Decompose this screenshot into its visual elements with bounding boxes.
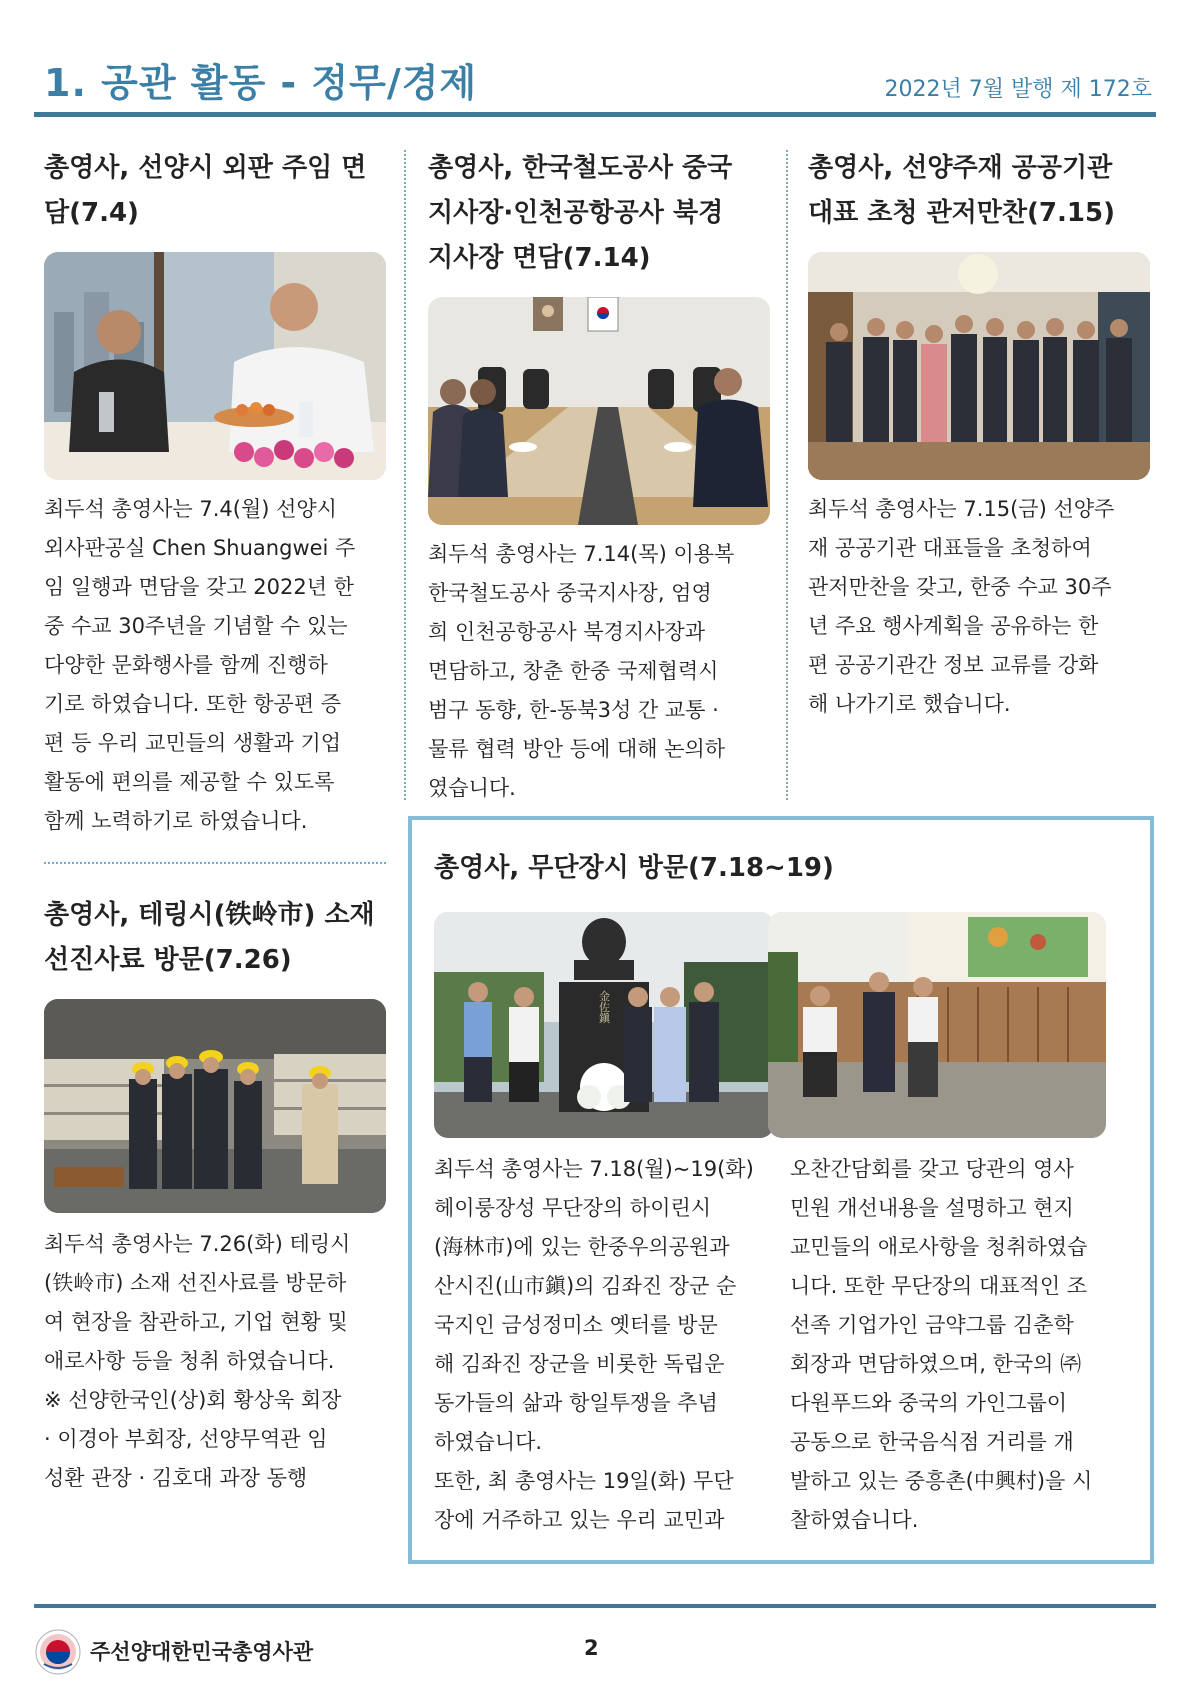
body-line: 애로사항 등을 청취 하였습니다. bbox=[44, 1349, 335, 1373]
body-line: 장에 거주하고 있는 우리 교민과 bbox=[434, 1508, 725, 1532]
article-dinner-public-institutions bbox=[808, 146, 1158, 724]
body-line: 산시진(山市鎭)의 김좌진 장군 순 bbox=[434, 1274, 737, 1298]
body-line: 관저만찬을 갖고, 한중 수교 30주 bbox=[808, 575, 1112, 599]
body-line: 범구 동향, 한-동북3성 간 교통 · bbox=[428, 698, 719, 722]
body-line: 편 등 우리 교민들의 생활과 기업 bbox=[44, 731, 342, 755]
title-line: 대표 초청 관저만찬(7.15) bbox=[808, 198, 1115, 228]
body-line: 교민들의 애로사항을 청취하였습 bbox=[790, 1235, 1088, 1259]
article-title bbox=[428, 146, 778, 281]
body-line: 성환 관장 · 김호대 과장 동행 bbox=[44, 1466, 308, 1490]
article-title bbox=[808, 146, 1158, 236]
page-number: 2 bbox=[584, 1636, 599, 1660]
body-line: 희 인천공항공사 북경지사장과 bbox=[428, 620, 706, 644]
monument-inscription: 金佐鎭 bbox=[597, 990, 611, 1024]
body-line: 찰하였습니다. bbox=[790, 1508, 919, 1532]
article-body bbox=[44, 1225, 394, 1498]
body-line: 공동으로 한국음식점 거리를 개 bbox=[790, 1430, 1074, 1454]
column-divider bbox=[786, 150, 788, 800]
section-divider bbox=[44, 862, 386, 864]
body-line: 물류 협력 방안 등에 대해 논의하 bbox=[428, 737, 726, 761]
body-line: 니다. 또한 무단장의 대표적인 조 bbox=[790, 1274, 1088, 1298]
body-line: 다양한 문화행사를 함께 진행하 bbox=[44, 653, 328, 677]
page-title: 1. 공관 활동 - 정무/경제 bbox=[44, 61, 478, 105]
body-line: 재 공공기관 대표들을 초청하여 bbox=[808, 536, 1092, 560]
body-line: 해 나가기로 했습니다. bbox=[808, 692, 1011, 716]
body-line: 함께 노력하기로 하였습니다. bbox=[44, 809, 308, 833]
body-line: 중 수교 30주년을 기념할 수 있는 bbox=[44, 614, 348, 638]
article-visit-tieling bbox=[44, 893, 394, 1498]
title-line: 총영사, 선양시 외판 주임 면 bbox=[44, 153, 367, 183]
body-line: 최두석 총영사는 7.14(목) 이용복 bbox=[428, 542, 735, 566]
article-photo bbox=[44, 999, 386, 1213]
article-title bbox=[44, 146, 394, 236]
body-line: (海林市)에 있는 한중우의공원과 bbox=[434, 1235, 730, 1259]
body-line: 또한, 최 총영사는 19일(화) 무단 bbox=[434, 1469, 734, 1493]
body-line: 여 현장을 참관하고, 기업 현황 및 bbox=[44, 1310, 348, 1334]
footer-organization: 주선양대한민국총영사관 bbox=[90, 1640, 314, 1664]
body-line: 국지인 금성정미소 옛터를 방문 bbox=[434, 1313, 718, 1337]
body-line: 헤이룽장성 무단장의 하이린시 bbox=[434, 1196, 712, 1220]
title-line: 총영사, 테링시(铁岭市) 소재 bbox=[44, 900, 375, 930]
body-line: 최두석 총영사는 7.15(금) 선양주 bbox=[808, 497, 1115, 521]
issue-label: 2022년 7월 발행 제 172호 bbox=[884, 77, 1152, 102]
body-line: 임 일행과 면담을 갖고 2022년 한 bbox=[44, 575, 354, 599]
article-body bbox=[44, 490, 394, 841]
village-photo bbox=[768, 912, 1106, 1138]
body-line: 발하고 있는 중흥촌(中興村)을 시 bbox=[790, 1469, 1093, 1493]
body-line: 였습니다. bbox=[428, 776, 516, 800]
body-line: 선족 기업가인 금약그룹 김춘학 bbox=[790, 1313, 1074, 1337]
article-photo bbox=[44, 252, 386, 480]
body-line: 최두석 총영사는 7.18(월)~19(화) bbox=[434, 1157, 754, 1181]
body-line: (铁岭市) 소재 선진사료를 방문하 bbox=[44, 1271, 347, 1295]
article-photo bbox=[428, 297, 770, 525]
body-line: 년 주요 행사계획을 공유하는 한 bbox=[808, 614, 1099, 638]
article-body bbox=[808, 490, 1158, 724]
footer-divider bbox=[34, 1604, 1156, 1608]
header-divider bbox=[34, 112, 1156, 117]
article-meeting-korail bbox=[428, 146, 778, 808]
body-line: 활동에 편의를 제공할 수 있도록 bbox=[44, 770, 335, 794]
body-line: 편 공공기관간 정보 교류를 강화 bbox=[808, 653, 1099, 677]
featured-article-box bbox=[408, 816, 1154, 1564]
body-line: 오찬간담회를 갖고 당관의 영사 bbox=[790, 1157, 1074, 1181]
body-line: 기로 하였습니다. 또한 항공편 증 bbox=[44, 692, 342, 716]
body-line: 회장과 면담하였으며, 한국의 ㈜ bbox=[790, 1352, 1082, 1376]
body-line: 동가들의 삶과 항일투쟁을 추념 bbox=[434, 1391, 718, 1415]
body-line: ※ 선양한국인(상)회 황상욱 회장 bbox=[44, 1388, 342, 1412]
body-line: 다원푸드와 중국의 가인그룹이 bbox=[790, 1391, 1068, 1415]
body-line: 외사판공실 Chen Shuangwei 주 bbox=[44, 536, 356, 560]
article-photo bbox=[808, 252, 1150, 480]
body-line: 최두석 총영사는 7.4(월) 선양시 bbox=[44, 497, 337, 521]
body-line: 하였습니다. bbox=[434, 1430, 543, 1454]
monument-photo bbox=[434, 912, 774, 1138]
body-line: 면담하고, 창춘 한중 국제협력시 bbox=[428, 659, 719, 683]
title-line: 지사장 면담(7.14) bbox=[428, 243, 651, 273]
body-line: 해 김좌진 장군을 비롯한 독립운 bbox=[434, 1352, 725, 1376]
consulate-emblem-icon bbox=[34, 1628, 82, 1676]
article-title: 총영사, 무단장시 방문(7.18~19) bbox=[434, 853, 834, 883]
title-line: 총영사, 한국철도공사 중국 bbox=[428, 153, 733, 183]
body-line: 최두석 총영사는 7.26(화) 테링시 bbox=[44, 1232, 351, 1256]
title-line: 담(7.4) bbox=[44, 198, 139, 228]
title-line: 지사장·인천공항공사 북경 bbox=[428, 198, 724, 228]
body-line: · 이경아 부회장, 선양무역관 임 bbox=[44, 1427, 328, 1451]
title-line: 선진사료 방문(7.26) bbox=[44, 945, 292, 975]
article-body-right bbox=[790, 1150, 1124, 1540]
article-title bbox=[44, 893, 394, 983]
body-line: 한국철도공사 중국지사장, 엄영 bbox=[428, 581, 712, 605]
article-body bbox=[428, 535, 778, 808]
article-meeting-foreign-affairs bbox=[44, 146, 394, 841]
article-body-left bbox=[434, 1150, 768, 1540]
title-line: 총영사, 선양주재 공공기관 bbox=[808, 153, 1113, 183]
body-line: 민원 개선내용을 설명하고 현지 bbox=[790, 1196, 1074, 1220]
column-divider bbox=[404, 150, 406, 800]
